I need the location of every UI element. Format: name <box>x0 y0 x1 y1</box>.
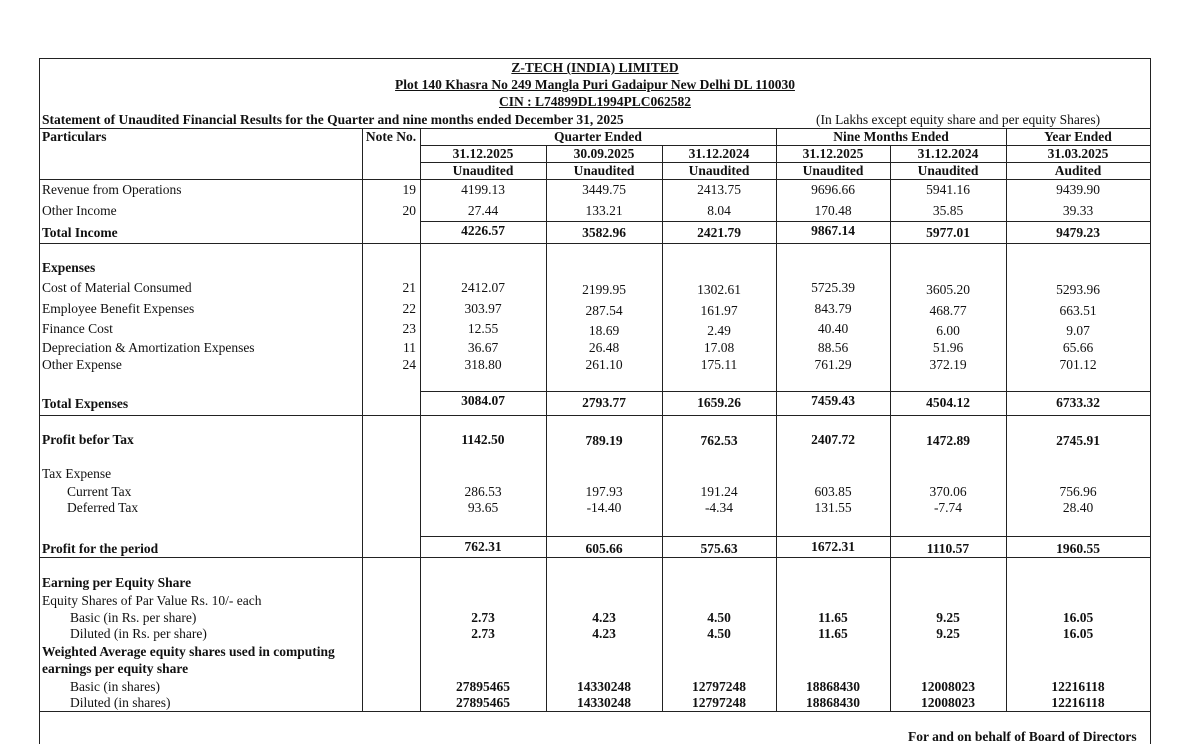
weighted-heading-line2: earnings per equity share <box>42 661 189 676</box>
row-value-revenue: 9439.90 <box>1056 182 1100 197</box>
grid-line <box>40 711 1150 712</box>
row-value-shares-basic: 18868430 <box>806 679 860 694</box>
row-value-deferred-tax: -14.40 <box>586 500 622 515</box>
grid-line <box>40 179 1150 180</box>
row-value-eps-diluted: 4.23 <box>592 626 616 641</box>
row-value-depreciation: 26.48 <box>588 340 620 355</box>
company-address: Plot 140 Khasra No 249 Mangla Puri Gadaipur New Delhi DL 110030 <box>395 77 795 92</box>
row-value-total-expenses: 6733.32 <box>1056 395 1100 410</box>
column-date: 31.12.2025 <box>802 146 864 161</box>
column-status: Unaudited <box>573 163 635 178</box>
note-number: 22 <box>402 301 416 316</box>
row-value-total-income: 2421.79 <box>697 225 741 240</box>
row-value-shares-basic: 27895465 <box>456 679 510 694</box>
row-value-deferred-tax: -4.34 <box>704 500 734 515</box>
row-value-profit-period: 1672.31 <box>811 539 855 554</box>
row-value-eps-basic: 2.73 <box>471 610 495 625</box>
row-value-total-income: 3582.96 <box>582 225 626 240</box>
row-label-employee: Employee Benefit Expenses <box>42 301 195 316</box>
row-value-depreciation: 36.67 <box>467 340 499 355</box>
row-value-current-tax: 191.24 <box>700 484 738 499</box>
row-label-material: Cost of Material Consumed <box>42 280 192 295</box>
row-value-employee: 843.79 <box>814 301 852 316</box>
column-status: Unaudited <box>452 163 514 178</box>
row-value-shares-diluted: 27895465 <box>456 695 510 710</box>
row-value-finance: 12.55 <box>467 321 499 336</box>
note-number: 19 <box>402 182 416 197</box>
nine-months-header: Nine Months Ended <box>833 129 949 144</box>
row-value-pbt: 762.53 <box>700 433 738 448</box>
row-label-eps-diluted: Diluted (in Rs. per share) <box>70 626 207 641</box>
row-value-profit-period: 762.31 <box>464 539 502 554</box>
row-value-eps-basic: 11.65 <box>818 610 848 625</box>
note-number: 20 <box>402 203 416 218</box>
row-value-eps-diluted: 9.25 <box>936 626 960 641</box>
row-value-employee: 663.51 <box>1059 303 1097 318</box>
row-value-eps-basic: 4.50 <box>707 610 731 625</box>
row-value-current-tax: 286.53 <box>464 484 502 499</box>
company-cin: CIN : L74899DL1994PLC062582 <box>498 94 691 109</box>
row-value-total-income: 4226.57 <box>461 223 505 238</box>
row-value-other-income: 35.85 <box>932 203 964 218</box>
row-value-deferred-tax: 28.40 <box>1062 500 1094 515</box>
row-value-employee: 287.54 <box>585 303 623 318</box>
column-status: Unaudited <box>802 163 864 178</box>
row-value-other-expense: 761.29 <box>814 357 852 372</box>
row-value-finance: 9.07 <box>1066 323 1090 338</box>
grid-line <box>420 536 1150 537</box>
row-value-finance: 2.49 <box>707 323 731 338</box>
row-value-total-expenses: 1659.26 <box>697 395 741 410</box>
row-value-shares-diluted: 12216118 <box>1051 695 1105 710</box>
row-value-deferred-tax: 131.55 <box>814 500 852 515</box>
par-value-text: Equity Shares of Par Value Rs. 10/- each <box>42 593 262 608</box>
row-value-total-income: 5977.01 <box>926 225 970 240</box>
row-value-finance: 6.00 <box>936 323 960 338</box>
row-value-revenue: 4199.13 <box>461 182 505 197</box>
row-value-employee: 303.97 <box>464 301 502 316</box>
row-value-total-income: 9479.23 <box>1056 225 1100 240</box>
units-note: (In Lakhs except equity share and per equity Shares) <box>816 112 1101 127</box>
row-value-depreciation: 65.66 <box>1062 340 1094 355</box>
note-number: 24 <box>402 357 416 372</box>
row-value-other-expense: 372.19 <box>929 357 967 372</box>
column-date: 31.12.2024 <box>917 146 979 161</box>
row-value-profit-period: 575.63 <box>700 541 738 556</box>
note-number: 21 <box>402 280 416 295</box>
row-value-finance: 40.40 <box>817 321 849 336</box>
financial-results-document <box>39 58 1151 744</box>
row-value-revenue: 3449.75 <box>582 182 626 197</box>
row-value-shares-basic: 12008023 <box>921 679 975 694</box>
row-value-other-income: 8.04 <box>707 203 731 218</box>
row-value-material: 3605.20 <box>926 282 970 297</box>
row-value-depreciation: 51.96 <box>932 340 964 355</box>
statement-title: Statement of Unaudited Financial Results for the Quarter and nine months ended December 31, 2025 <box>42 112 624 127</box>
column-status: Audited <box>1054 163 1102 178</box>
grid-line <box>40 243 1150 244</box>
note-no-header: Note No. <box>365 129 417 144</box>
eps-heading: Earning per Equity Share <box>42 575 192 590</box>
row-value-other-income: 39.33 <box>1062 203 1094 218</box>
column-status: Unaudited <box>917 163 979 178</box>
grid-line <box>40 415 1150 416</box>
row-value-revenue: 5941.16 <box>926 182 970 197</box>
row-value-shares-diluted: 18868430 <box>806 695 860 710</box>
row-label-depreciation: Depreciation & Amortization Expenses <box>42 340 255 355</box>
row-label-eps-basic: Basic (in Rs. per share) <box>70 610 197 625</box>
row-value-other-expense: 701.12 <box>1059 357 1097 372</box>
grid-line <box>40 557 1150 558</box>
expenses-heading: Expenses <box>42 260 96 275</box>
row-value-shares-basic: 12797248 <box>692 679 746 694</box>
row-value-other-income: 170.48 <box>814 203 852 218</box>
note-number: 11 <box>403 340 416 355</box>
row-value-pbt: 789.19 <box>585 433 623 448</box>
row-value-pbt: 2745.91 <box>1056 433 1100 448</box>
row-value-shares-basic: 12216118 <box>1051 679 1105 694</box>
row-value-other-expense: 175.11 <box>700 357 738 372</box>
column-date: 31.03.2025 <box>1047 146 1109 161</box>
tax-expense-heading: Tax Expense <box>42 466 112 481</box>
row-label-total-expenses: Total Expenses <box>42 396 129 411</box>
weighted-heading-line1: Weighted Average equity shares used in computing <box>42 644 335 659</box>
row-value-other-income: 133.21 <box>585 203 623 218</box>
row-value-other-expense: 318.80 <box>464 357 502 372</box>
row-label-finance: Finance Cost <box>42 321 113 336</box>
row-value-material: 2199.95 <box>582 282 626 297</box>
row-value-material: 5725.39 <box>811 280 855 295</box>
row-value-employee: 468.77 <box>929 303 967 318</box>
row-label-current-tax: Current Tax <box>67 484 132 499</box>
row-value-revenue: 2413.75 <box>697 182 741 197</box>
row-value-material: 5293.96 <box>1056 282 1100 297</box>
column-date: 30.09.2025 <box>573 146 635 161</box>
column-date: 31.12.2024 <box>688 146 750 161</box>
row-value-total-expenses: 3084.07 <box>461 393 505 408</box>
row-value-shares-diluted: 14330248 <box>577 695 631 710</box>
row-value-other-expense: 261.10 <box>585 357 623 372</box>
row-value-current-tax: 603.85 <box>814 484 852 499</box>
company-name: Z-TECH (INDIA) LIMITED <box>511 60 679 75</box>
row-label-deferred-tax: Deferred Tax <box>67 500 139 515</box>
row-value-other-income: 27.44 <box>467 203 499 218</box>
row-label-other-expense: Other Expense <box>42 357 122 372</box>
grid-line <box>420 391 1150 392</box>
row-label-shares-diluted: Diluted (in shares) <box>70 695 171 710</box>
row-value-eps-diluted: 4.50 <box>707 626 731 641</box>
row-label-profit-period: Profit for the period <box>42 541 159 556</box>
row-label-shares-basic: Basic (in shares) <box>70 679 160 694</box>
row-value-profit-period: 1110.57 <box>926 541 970 556</box>
row-value-material: 1302.61 <box>697 282 741 297</box>
row-value-pbt: 1142.50 <box>461 432 505 447</box>
grid-line <box>420 221 1150 222</box>
row-value-eps-basic: 9.25 <box>936 610 960 625</box>
row-value-current-tax: 197.93 <box>585 484 623 499</box>
row-label-pbt: Profit befor Tax <box>42 432 134 447</box>
row-value-eps-diluted: 16.05 <box>1062 626 1094 641</box>
row-value-pbt: 1472.89 <box>926 433 970 448</box>
row-value-profit-period: 1960.55 <box>1056 541 1100 556</box>
row-value-shares-basic: 14330248 <box>577 679 631 694</box>
row-value-revenue: 9696.66 <box>811 182 855 197</box>
row-value-depreciation: 88.56 <box>817 340 849 355</box>
board-signature-line: For and on behalf of Board of Directors <box>908 729 1137 744</box>
row-value-total-income: 9867.14 <box>811 223 855 238</box>
row-label-other-income: Other Income <box>42 203 117 218</box>
year-ended-header: Year Ended <box>1044 129 1112 144</box>
row-value-material: 2412.07 <box>461 280 505 295</box>
row-value-shares-diluted: 12797248 <box>692 695 746 710</box>
row-value-eps-diluted: 11.65 <box>818 626 848 641</box>
row-value-deferred-tax: -7.74 <box>933 500 963 515</box>
row-value-current-tax: 370.06 <box>929 484 967 499</box>
row-value-finance: 18.69 <box>588 323 620 338</box>
row-value-total-expenses: 4504.12 <box>926 395 970 410</box>
row-value-pbt: 2407.72 <box>811 432 855 447</box>
particulars-header: Particulars <box>42 129 107 144</box>
row-value-eps-basic: 4.23 <box>592 610 616 625</box>
row-value-total-expenses: 2793.77 <box>582 395 626 410</box>
row-value-depreciation: 17.08 <box>703 340 735 355</box>
column-status: Unaudited <box>688 163 750 178</box>
row-value-shares-diluted: 12008023 <box>921 695 975 710</box>
quarter-ended-header: Quarter Ended <box>554 129 642 144</box>
row-value-current-tax: 756.96 <box>1059 484 1097 499</box>
row-value-profit-period: 605.66 <box>585 541 623 556</box>
row-value-deferred-tax: 93.65 <box>467 500 499 515</box>
row-value-employee: 161.97 <box>700 303 738 318</box>
row-value-eps-diluted: 2.73 <box>471 626 495 641</box>
column-date: 31.12.2025 <box>452 146 514 161</box>
row-value-total-expenses: 7459.43 <box>811 393 855 408</box>
row-value-eps-basic: 16.05 <box>1062 610 1094 625</box>
note-number: 23 <box>402 321 416 336</box>
row-label-total-income: Total Income <box>42 225 118 240</box>
row-label-revenue: Revenue from Operations <box>42 182 182 197</box>
